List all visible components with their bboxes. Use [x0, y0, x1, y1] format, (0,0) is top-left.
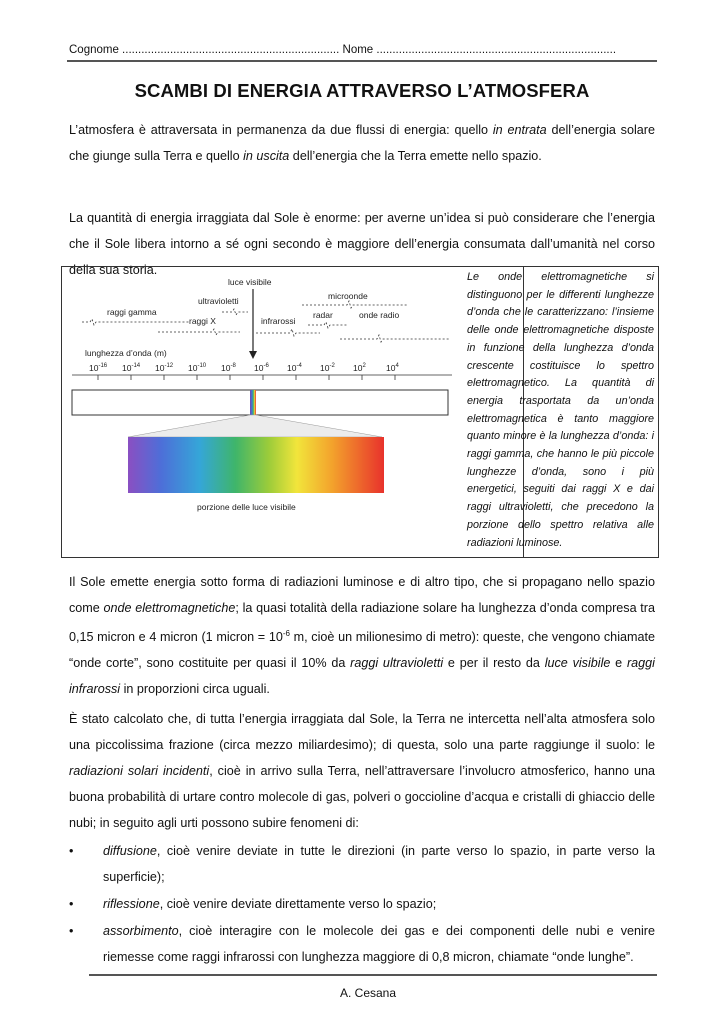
visible-spectrum-gradient [128, 437, 384, 493]
spread-cone [128, 415, 382, 437]
wavelength-ticks [89, 363, 399, 380]
visible-light-arrowhead [249, 351, 257, 359]
page-title: SCAMBI DI ENERGIA ATTRAVERSO L’ATMOSFERA [134, 80, 590, 101]
tick-label: $10^{-4}$ [287, 363, 302, 373]
electromagnetic-spectrum-diagram [62, 267, 461, 557]
microwaves-range [302, 301, 407, 308]
visible-light-label: luce visibile [228, 277, 272, 287]
gamma-label: raggi gamma [107, 307, 157, 317]
xray-range [158, 329, 240, 335]
xray-label: raggi X [189, 316, 216, 326]
spectrum-bar [72, 390, 448, 415]
bullet-icon: • [69, 844, 74, 858]
name-fields-header: Cognome .................................................................... Nome ........................................................................... [69, 44, 617, 56]
tick-label: $10^{-12}$ [155, 363, 174, 373]
wavelength-label: lunghezza d’onda (m) [85, 348, 167, 358]
radio-label: onde radio [359, 310, 400, 320]
infrared-label: infrarossi [261, 316, 296, 326]
tick-label: $10^2$ [353, 363, 366, 373]
tick-label: $10^{-2}$ [320, 363, 335, 373]
tick-label: $10^{-16}$ [89, 363, 108, 373]
radio-range [340, 335, 450, 342]
radar-label: radar [313, 310, 333, 320]
list-item-diffusion: • diffusione, cioè venire deviate in tutte le direzioni (in parte verso lo spazio, in parte verso la superficie); [69, 838, 655, 890]
tick-label: $10^{-14}$ [122, 363, 141, 373]
list-item-reflection: • riflessione, cioè venire deviate direttamente verso lo spazio; [69, 891, 655, 917]
gamma-range [82, 319, 189, 325]
list-item-absorption: • assorbimento, cioè interagire con le molecole dei gas e dei componenti delle nubi e venire riemesse come raggi infrarossi con lunghezza maggiore di 0,8 micron, chiamate “onde lunghe”. [69, 918, 655, 970]
phenomena-list [69, 838, 655, 971]
paragraph-intro: L’atmosfera è attraversata in permanenza da due flussi di energia: quello in entrata dell’energia solare che giunge sulla Terra e quello in uscita dell’energia che la Terra emette nello spazio. [69, 123, 655, 163]
visible-band [250, 390, 256, 415]
tick-label: $10^{-10}$ [188, 363, 207, 373]
footer-rule [89, 974, 657, 976]
tick-label: $10^{-8}$ [221, 363, 236, 373]
microwaves-label: microonde [328, 291, 368, 301]
paragraph-earth-intercept: È stato calcolato che, di tutta l’energia irraggiata dal Sole, la Terra ne intercetta nell’alta atmosfera solo una piccolissima frazione (circa mezzo miliardesimo); di questa, solo una parte raggiunge il suolo: le radiazioni solari incidenti, cioè in arrivo sulla Terra, nell’attraversare l’involucro atmosferico, hanno una buona probabilità di urtare contro molecole di gas, polveri o goccioline d’acqua e cristalli di ghiaccio delle nubi; in seguito agli urti possono subire fenomeni di: [69, 712, 656, 830]
radar-range [308, 322, 348, 328]
tick-label: $10^{-6}$ [254, 363, 269, 373]
visible-portion-label: porzione delle luce visibile [197, 502, 296, 512]
paragraph-sun-energy: La quantità di energia irraggiata dal Sole è enorme: per averne un’idea si può considerare che l’energia che il Sole libera intorno a sé ogni secondo è maggiore dell’energia consumata dall’umanità nel corso della sua storia. [69, 211, 655, 277]
tick-label: $10^4$ [386, 363, 399, 373]
infrared-range [256, 329, 320, 336]
ultraviolet-range [222, 309, 248, 315]
page-footer: A. Cesana [340, 986, 397, 1000]
header-rule [67, 60, 657, 62]
figure-caption: Le onde elettromagnetiche si distinguono per le differenti lunghezze d’onda che le caratterizzano: l’insieme delle onde elettromagnetiche disposte in funzione della lunghezza d’onda crescente costituisce lo spettro elettromagnetico. La quantità di energia trasportata da un’onda elettromagnetica è tanto maggiore quanto minore è la lunghezza d’onda: i raggi gamma, che hanno le più piccole lunghezze d’onda, sono i più energetici, seguiti dai raggi X e dai raggi ultravioletti, che precedono la porzione dello spettro relativa alle radiazioni luminose. [467, 271, 654, 549]
paragraph-solar-radiation: Il Sole emette energia sotto forma di radiazioni luminose e di altro tipo, che si propagano nello spazio come onde elettromagnetiche; la quasi totalità della radiazione solare ha lunghezza d’onda compresa tra 0,15 micron e 4 micron (1 micron = $10^{-6}$ m, cioè un milionesimo di metro): queste, che vengono chiamate “onde corte”, sono costituite per quasi il 10% da raggi ultravioletti e per il resto da luce visibile e raggi infrarossi in proporzioni circa uguali. [69, 575, 655, 697]
bullet-icon: • [69, 924, 74, 938]
ultraviolet-label: ultravioletti [198, 296, 239, 306]
bullet-icon: • [69, 897, 74, 911]
